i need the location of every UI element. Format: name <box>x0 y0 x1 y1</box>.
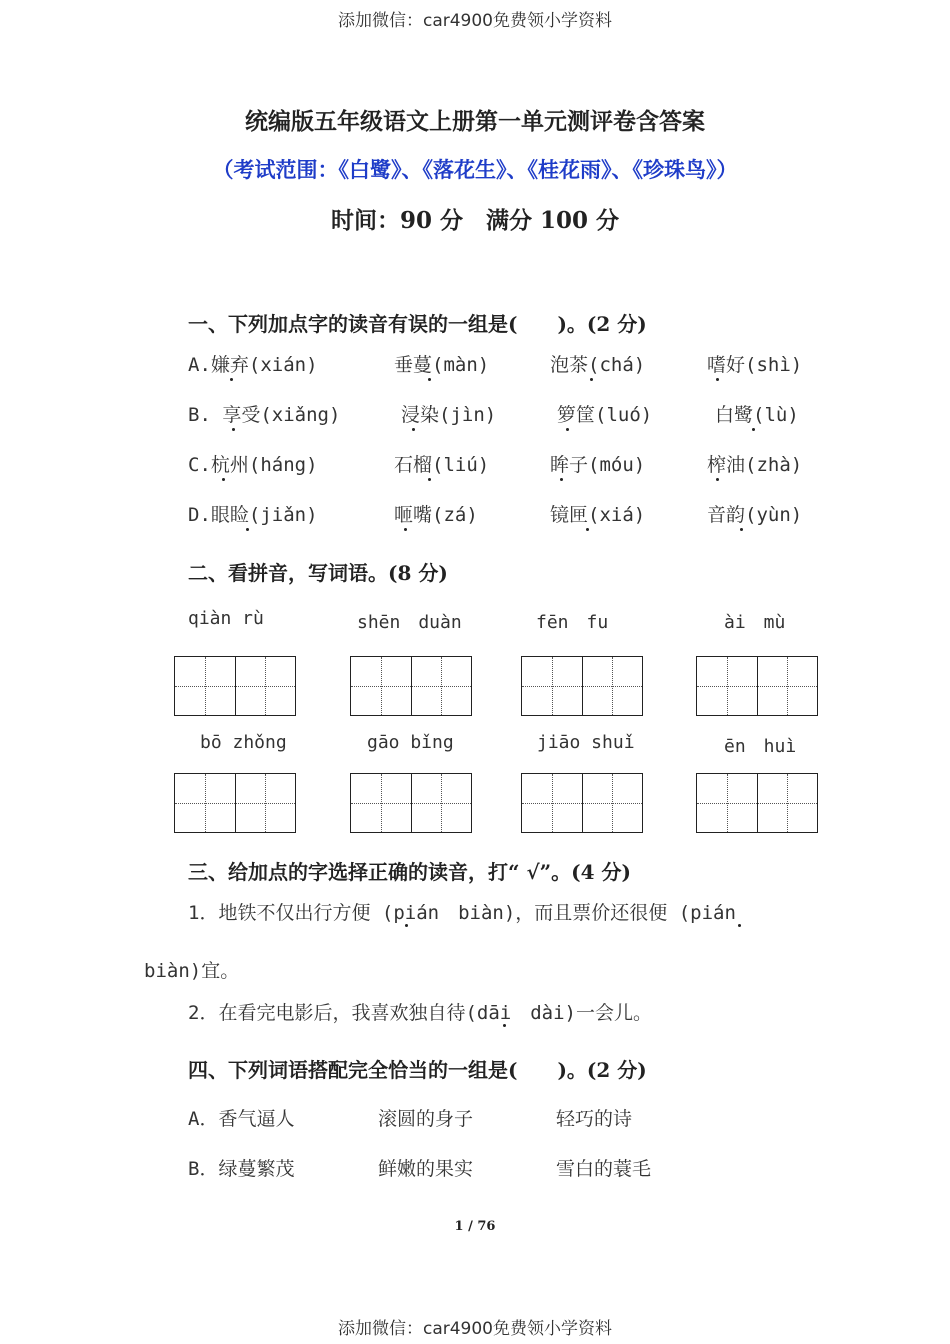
option-d-2: 咂嘴(zá) <box>394 504 478 526</box>
emphasis-dot <box>405 924 408 927</box>
emphasis-dot <box>503 1024 506 1027</box>
pinyin-label: jiāo shuǐ <box>537 732 635 753</box>
emphasis-dot <box>246 528 249 531</box>
question-3-item-2: 2．在看完电影后，我喜欢独自待(dāi dài)一会儿。 <box>188 1002 652 1024</box>
option-d-3: 镜匣(xiá) <box>550 504 646 526</box>
watermark-bottom: 添加微信：car4900免费领小学资料 <box>337 1319 613 1339</box>
emphasis-dot <box>232 428 235 431</box>
q4-option-b-3: 雪白的蓑毛 <box>556 1158 652 1180</box>
watermark-top: 添加微信：car4900免费领小学资料 <box>337 11 613 31</box>
option-b-4: 白鹭(lù) <box>715 404 799 426</box>
writing-box[interactable] <box>174 773 296 833</box>
pinyin-label: fēn fu <box>536 612 609 633</box>
emphasis-dot <box>590 378 593 381</box>
emphasis-dot <box>230 378 233 381</box>
pinyin-label: ài mù <box>724 612 786 633</box>
q4-option-a-2: 滚圆的身子 <box>378 1108 474 1130</box>
option-c-2: 石榴(liú) <box>394 454 490 476</box>
option-a-4: 嗜好(shì) <box>707 354 803 376</box>
writing-box[interactable] <box>350 656 472 716</box>
page-number: 1 / 76 <box>454 1219 496 1234</box>
question-2-heading: 二、看拼音，写词语。(8 分) <box>188 561 448 585</box>
emphasis-dot <box>428 378 431 381</box>
q4-option-a-1: A．香气逼人 <box>188 1108 295 1130</box>
exam-scope: （考试范围：《白鹭》、《落花生》、《桂花雨》、《珍珠鸟》） <box>212 157 738 182</box>
emphasis-dot <box>716 478 719 481</box>
pinyin-label: ēn huì <box>724 736 797 757</box>
option-b-2: 浸染(jìn) <box>401 404 497 426</box>
emphasis-dot <box>738 924 741 927</box>
question-3-item-1: 1．地铁不仅出行方便 (pián biàn)，而且票价还很便 (pián <box>188 902 736 924</box>
option-a-2: 垂蔓(màn) <box>394 354 490 376</box>
writing-box[interactable] <box>696 656 818 716</box>
option-c-1: C.杭州(háng) <box>188 454 318 476</box>
option-d-4: 音韵(yùn) <box>707 504 803 526</box>
emphasis-dot <box>716 378 719 381</box>
page-title: 统编版五年级语文上册第一单元测评卷含答案 <box>245 108 705 135</box>
time-info: 时间：90 分 满分 100 分 <box>330 207 620 234</box>
option-d-1: D.眼睑(jiǎn) <box>188 504 318 526</box>
writing-box[interactable] <box>350 773 472 833</box>
question-4-heading: 四、下列词语搭配完全恰当的一组是( )。(2 分) <box>188 1058 647 1082</box>
emphasis-dot <box>404 528 407 531</box>
writing-box[interactable] <box>696 773 818 833</box>
option-a-1: A.嫌弃(xián) <box>188 354 318 376</box>
q4-option-b-1: B．绿蔓繁茂 <box>188 1158 295 1180</box>
writing-box[interactable] <box>521 773 643 833</box>
q4-option-b-2: 鲜嫩的果实 <box>378 1158 474 1180</box>
pinyin-label: gāo bǐng <box>367 732 454 753</box>
pinyin-label: shēn duàn <box>357 612 462 633</box>
option-c-3: 眸子(móu) <box>550 454 646 476</box>
emphasis-dot <box>752 428 755 431</box>
writing-box[interactable] <box>521 656 643 716</box>
pinyin-label: qiàn rù <box>188 608 264 629</box>
option-b-1: B. 享受(xiǎng) <box>188 404 341 426</box>
emphasis-dot <box>566 428 569 431</box>
question-3-item-1-cont: biàn)宜。 <box>144 960 240 982</box>
option-b-3: 箩筐(luó) <box>557 404 653 426</box>
writing-box[interactable] <box>174 656 296 716</box>
emphasis-dot <box>412 428 415 431</box>
question-3-heading: 三、给加点的字选择正确的读音，打“ √”。(4 分) <box>188 860 631 884</box>
q4-option-a-3: 轻巧的诗 <box>556 1108 633 1130</box>
emphasis-dot <box>740 528 743 531</box>
option-c-4: 榨油(zhà) <box>707 454 803 476</box>
option-a-3: 泡茶(chá) <box>550 354 646 376</box>
emphasis-dot <box>222 478 225 481</box>
pinyin-label: bō zhǒng <box>200 732 287 753</box>
emphasis-dot <box>428 478 431 481</box>
question-1-heading: 一、下列加点字的读音有误的一组是( )。(2 分) <box>188 312 647 336</box>
emphasis-dot <box>586 528 589 531</box>
emphasis-dot <box>560 478 563 481</box>
